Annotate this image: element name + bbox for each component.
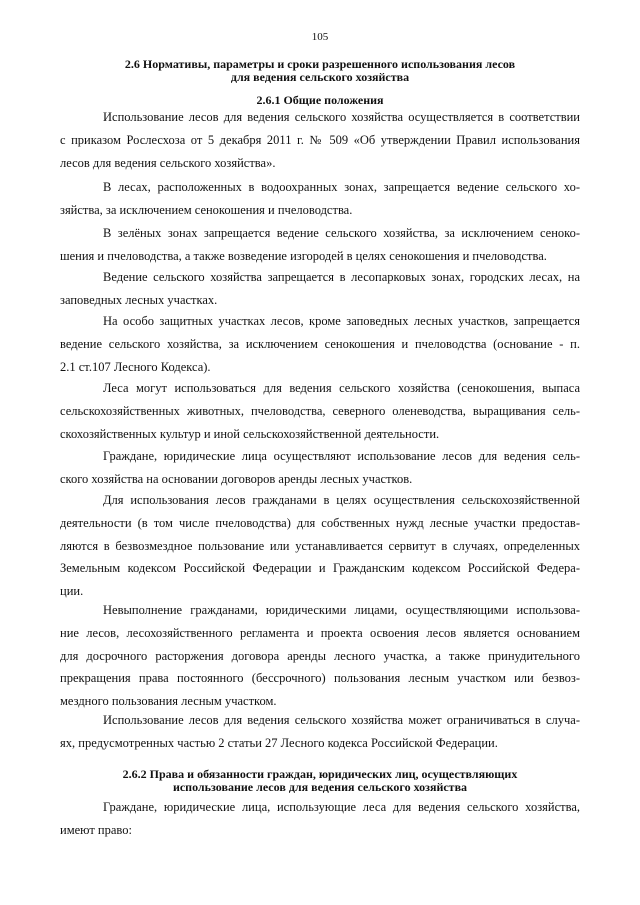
text-line: прекращения права постоянного (бессрочного) пользования лесным участком или безвоз- (60, 671, 580, 686)
paragraph (60, 222, 580, 268)
text-line: с приказом Рослесхоза от 5 декабря 2011 г. № 509 «Об утверждении Правил использования (60, 132, 580, 147)
section-2-6-2-title (60, 768, 580, 794)
text-line: На особо защитных участках лесов, кроме заповедных лесных участков, запрещается (103, 314, 580, 328)
text-line: ляются в безвозмездное пользование или устанавливается сервитут в случаях, определенных (60, 538, 580, 553)
paragraph (60, 176, 580, 222)
text-line: ях, предусмотренных частью 2 статьи 27 Лесного кодекса Российской Федерации. (60, 735, 498, 750)
text-line: Невыполнение гражданами, юридическими лицами, осуществляющими использова- (103, 603, 580, 617)
text-line: для досрочного расторжения договора аренды лесного участка, а также принудительного (60, 648, 580, 663)
text-line: заповедных лесных участках. (60, 292, 218, 307)
paragraph (60, 310, 580, 378)
text-line: Леса могут использоваться для ведения сельского хозяйства (сенокошения, выпаса (103, 381, 580, 395)
text-line: зяйства, за исключением сенокошения и пчеловодства. (60, 202, 353, 217)
text-line: имеют право: (60, 822, 132, 837)
text-line: мездного пользования лесным участком. (60, 694, 277, 709)
text-line: Использование лесов для ведения сельского хозяйства может ограничиваться в случа- (103, 713, 580, 727)
text-line: Земельным кодексом Российской Федерации и Гражданским кодексом Российской Федера- (60, 561, 580, 576)
section-2-6-2-title-line: использование лесов для ведения сельского хозяйства (172, 780, 468, 794)
text-line: ние лесов, лесохозяйственного регламента и проекта освоения лесов является основанием (60, 625, 580, 640)
text-line: Граждане, юридические лица осуществляют использование лесов для ведения сель- (103, 449, 580, 463)
text-line: лесов для ведения сельского хозяйства». (60, 155, 276, 170)
text-line: ведение сельского хозяйства, за исключением сенокошения и пчеловодства (основание - п. (60, 336, 580, 351)
text-line: 2.1 ст.107 Лесного Кодекса). (60, 359, 211, 374)
paragraph (60, 445, 580, 491)
section-2-6-title-line: 2.6 Нормативы, параметры и сроки разрешенного использования лесов (124, 57, 516, 71)
paragraph (60, 709, 580, 755)
text-line: Ведение сельского хозяйства запрещается в лесопарковых зонах, городских лесах, на (103, 270, 580, 284)
text-line: шения и пчеловодства, а также возведение изгородей в целях сенокошения и пчеловодства. (60, 248, 547, 263)
page-number: 105 (311, 31, 329, 43)
section-2-6-1-title-line: 2.6.1 Общие положения (256, 93, 384, 107)
text-line: Для использования лесов гражданами в целях осуществления сельскохозяйственной (103, 493, 580, 507)
text-line: деятельности (в том числе пчеловодства) для собственных нужд лесные участки предостав- (60, 515, 580, 530)
text-line: Граждане, юридические лица, использующие леса для ведения сельского хозяйства, (103, 800, 580, 814)
text-line: сельскохозяйственных животных, пчеловодства, северного оленеводства, выращивания сель- (60, 403, 580, 418)
section-2-6-title-line: для ведения сельского хозяйства (230, 70, 410, 84)
section-2-6-2-title-line: 2.6.2 Права и обязанности граждан, юридических лиц, осуществляющих (122, 767, 518, 781)
text-line: В лесах, расположенных в водоохранных зонах, запрещается ведение сельского хо- (103, 180, 580, 194)
paragraph (60, 599, 580, 713)
text-line: В зелёных зонах запрещается ведение сельского хозяйства, за исключением сеноко- (103, 226, 580, 240)
text-line: ции. (60, 584, 84, 599)
paragraph (60, 489, 580, 603)
section-2-6-title (60, 58, 580, 84)
paragraph (60, 266, 580, 312)
text-line: скохозяйственных культур и иной сельскохозяйственной деятельности. (60, 426, 440, 441)
paragraph (60, 377, 580, 445)
text-line: ского хозяйства на основании договоров аренды лесных участков. (60, 471, 413, 486)
paragraph (60, 796, 580, 842)
text-line: Использование лесов для ведения сельского хозяйства осуществляется в соответствии (103, 110, 580, 124)
paragraph (60, 106, 580, 174)
